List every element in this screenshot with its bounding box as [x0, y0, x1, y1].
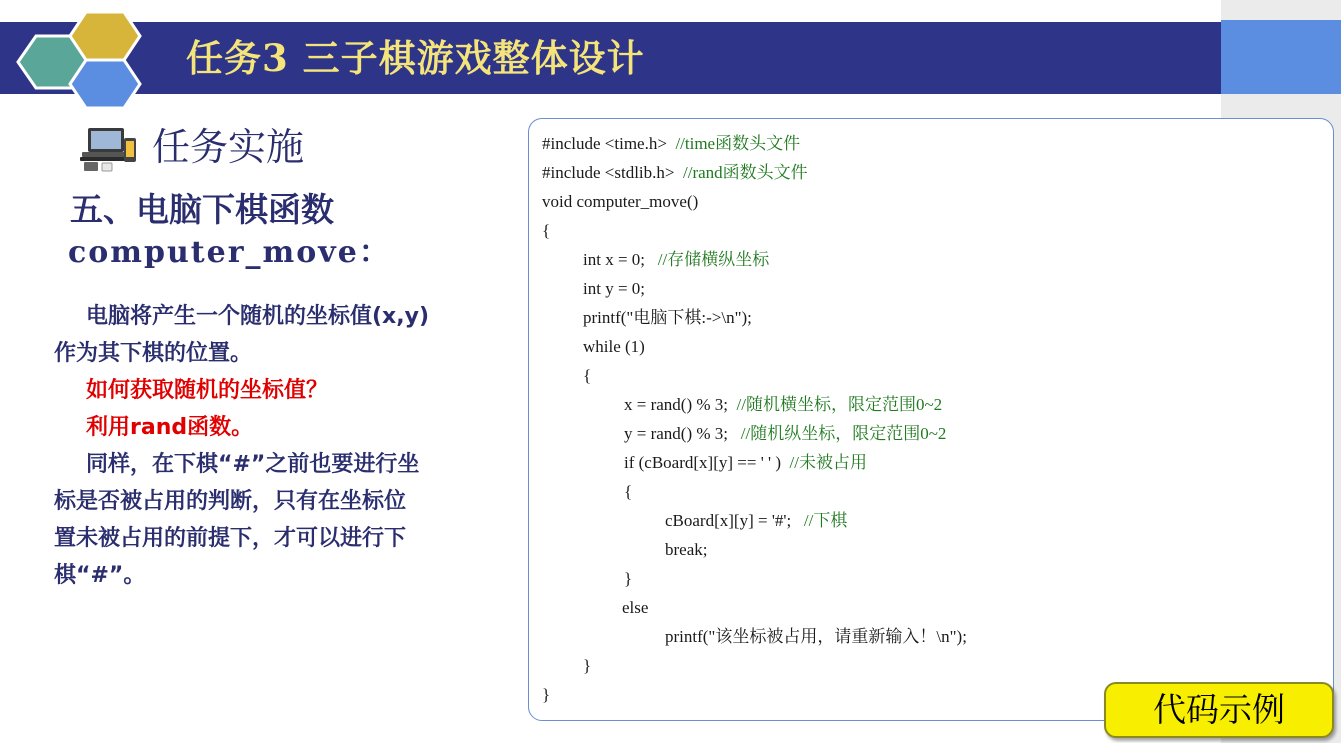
code-line: printf("该坐标被占用，请重新输入！\n"); [665, 627, 967, 646]
code-line: } [542, 685, 551, 704]
paragraph-line: 同样，在下棋“#”之前也要进行坐 [86, 452, 420, 477]
badge-label: 代码示例 [1153, 690, 1285, 729]
hexagon-decoration-icon [6, 6, 156, 110]
function-name: computer_move： [68, 235, 391, 270]
paragraph-line: 置未被占用的前提下，才可以进行下 [54, 526, 407, 551]
paragraph-line: 作为其下棋的位置。 [54, 341, 253, 366]
code-line: void computer_move() [542, 192, 699, 211]
code-line: { [542, 221, 551, 240]
paragraph-line: 标是否被占用的判断，只有在坐标位 [54, 489, 407, 514]
answer-text: 利用rand函数。 [86, 415, 254, 440]
code-line: printf("电脑下棋:->\n"); [583, 308, 752, 327]
computer-devices-icon [80, 124, 138, 172]
code-line: #include <stdlib.h> //rand函数头文件 [542, 163, 808, 182]
code-line: while (1) [583, 337, 645, 356]
code-line: if (cBoard[x][y] == ' ' ) //未被占用 [624, 453, 867, 472]
right-side-accent [1221, 20, 1341, 94]
section-heading: 任务实施 [152, 125, 305, 169]
question-text: 如何获取随机的坐标值？ [86, 378, 329, 403]
code-line: break; [665, 540, 708, 559]
code-line: cBoard[x][y] = '#'; //下棋 [665, 511, 848, 530]
paragraph-line: 棋“#”。 [54, 563, 146, 588]
code-line: int y = 0; [583, 279, 646, 298]
code-line: { [583, 366, 592, 385]
slide-title: 任务3 三子棋游戏整体设计 [186, 36, 645, 80]
code-line: #include <time.h> //time函数头文件 [542, 134, 801, 153]
paragraph-line: 电脑将产生一个随机的坐标值(x,y) [86, 304, 429, 329]
code-line: } [583, 656, 592, 675]
code-line: x = rand() % 3; //随机横坐标，限定范围0~2 [624, 395, 943, 414]
code-line: else [622, 598, 649, 617]
function-heading: 五、电脑下棋函数 [70, 190, 334, 229]
code-line: y = rand() % 3; //随机纵坐标，限定范围0~2 [624, 424, 947, 443]
code-line: { [624, 482, 633, 501]
code-line: } [624, 569, 633, 588]
code-example-badge [1104, 682, 1334, 738]
code-line: int x = 0; //存储横纵坐标 [583, 250, 770, 269]
